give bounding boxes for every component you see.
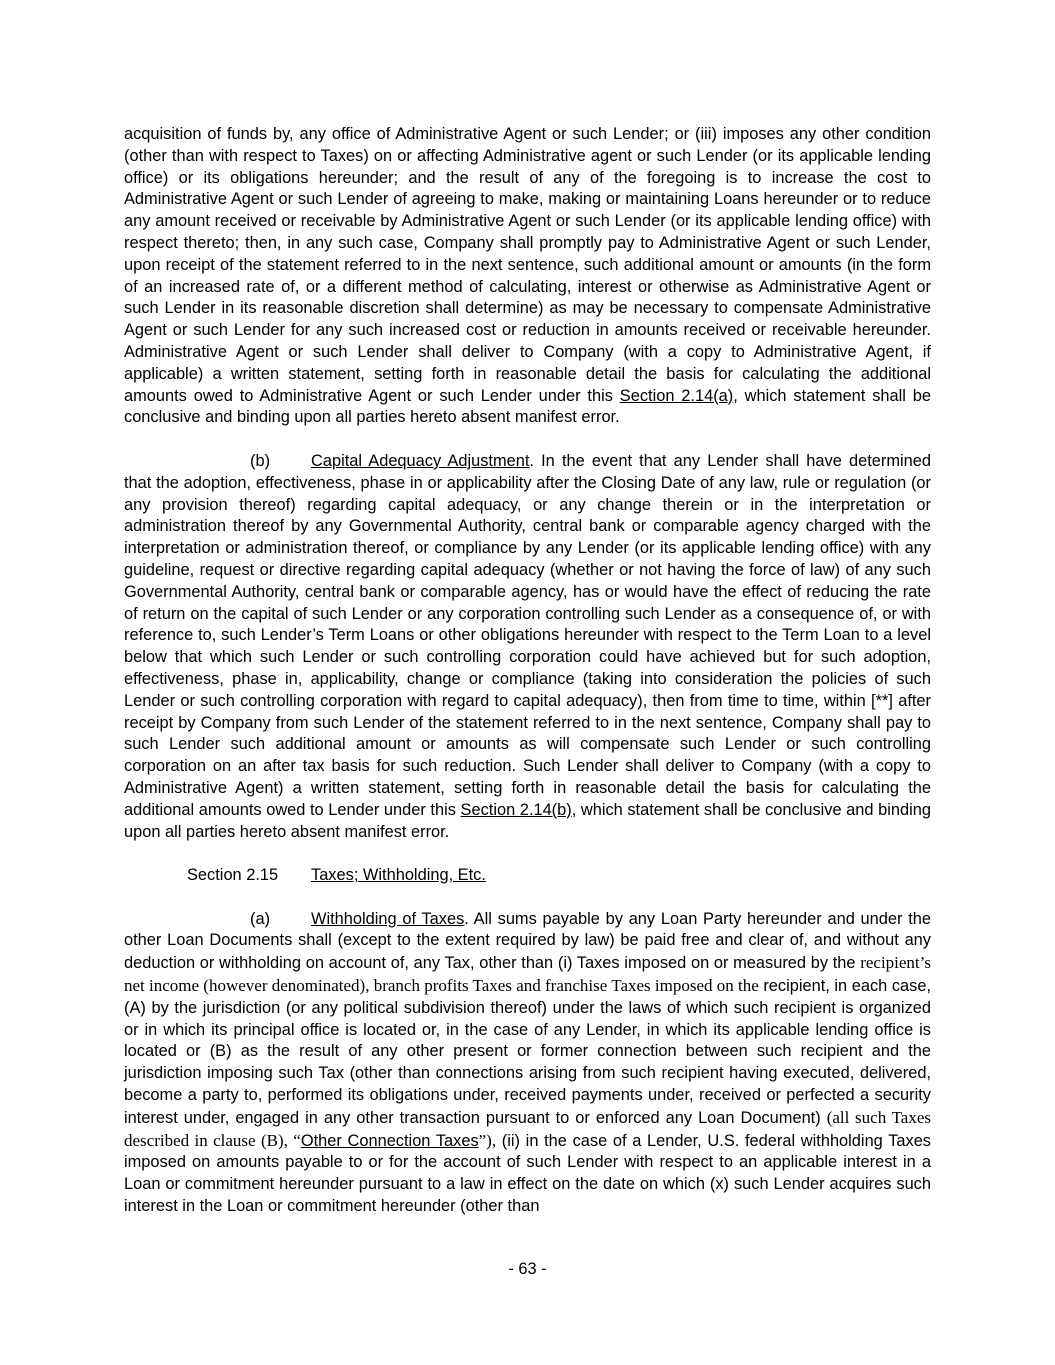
paragraph-text: . In the event that any Lender shall have determined that the adoption, effectiveness, phase in or applicability after the Closing Date of any law, rule or regulation (or any provision thereof) regarding capital adequacy, or any change therein or in the interpretation or administration thereof by any Governmental Authority, central bank or comparable agency charged with the interpretation or administration thereof, or compliance by any Lender (or its applicable lending office) with any guideline, request or directive regarding capital adequacy (whether or not having the force of law) of any such Governmental Authority, central bank or comparable agency, has or would have the effect of reducing the rate of return on the capital of such Lender or any corporation controlling such Lender as a consequence of, or with reference to, such Lender’s Term Loans or other obligations hereunder with respect to the Term Loan to a level below that which such Lender or such controlling corporation could have achieved but for such adoption, effectiveness, phase in, applicability, change or compliance (taking into consideration the policies of such Lender or such controlling corporation with regard to capital adequacy), then from time to time, within [**] after receipt by Company from such Lender of the statement referred to in the next sentence, Company shall pay to such Lender such additional amount or amounts as will compensate such Lender or such controlling corporation on an after tax basis for such reduction. Such Lender shall deliver to Company (with a copy to Administrative Agent) a written statement, setting forth in reasonable detail the basis for calculating the additional amounts owed to Lender under this — [124, 451, 931, 819]
paragraph-withholding — [124, 909, 931, 1218]
defined-term-link: Other Connection Taxes — [300, 1131, 479, 1150]
paragraph-text: . All sums payable by any Loan Party hereunder and under the other Loan Documents shall (except to the extent required by law) be paid free and clear of, and without any deduction or withholding on account of, any Tax, other than (i) Taxes imposed on or measured by the — [124, 909, 931, 973]
paragraph-capital-adequacy — [124, 451, 931, 843]
section-reference-link: Section 2.14(b) — [460, 800, 572, 819]
document-page — [124, 124, 931, 1218]
paragraph-heading: Withholding of Taxes — [311, 909, 465, 928]
page-number: - 63 - — [508, 1260, 547, 1278]
section-reference-link: Section 2.14(a) — [619, 386, 734, 405]
paragraph-number: (b) — [250, 451, 271, 470]
paragraph-text-serif: (all such Taxes described in clause (B), “ — [124, 1107, 932, 1150]
section-title: Taxes; Withholding, Etc. — [311, 866, 486, 885]
paragraph-heading: Capital Adequacy Adjustment — [311, 451, 530, 470]
paragraph-text: recipient, in each case, (A) by the jurisdiction (or any political subdivision thereof) under the laws of which such recipient is organized or in which its principal office is located or, in the case of any Lender, in which its applicable lending office is located or (B) as the result of any other present or former connection between such recipient and the jurisdiction imposing such Tax (other than connections arising from such recipient having executed, delivered, become a party to, performed its obligations under, received payments under, received or perfected a security interest under, engaged in any other transaction pursuant to or enforced any Loan Document) — [124, 977, 932, 1127]
paragraph-text: acquisition of funds by, any office of Administrative Agent or such Lender; or (iii) imposes any other condition (other than with respect to Taxes) on or affecting Administrative agent or such Lender (or its applicable lending office) or its obligations hereunder; and the result of any of the foregoing is to increase the cost to Administrative Agent or such Lender of agreeing to make, making or maintaining Loans hereunder or to reduce any amount received or receivable by Administrative Agent or such Lender (or its applicable lending office) with respect thereto; then, in any such case, Company shall promptly pay to Administrative Agent or such Lender, upon receipt of the statement referred to in the next sentence, such additional amount or amounts (in the form of an increased rate of, or a different method of calculating, interest or otherwise as Administrative Agent or such Lender in its reasonable discretion shall determine) as may be necessary to compensate Administrative Agent or such Lender for any such increased cost or reduction in amounts received or receivable hereunder. Administrative Agent or such Lender shall deliver to Company (with a copy to Administrative Agent, if applicable) a written statement, setting forth in reasonable detail the basis for calculating the additional amounts owed to Administrative Agent or such Lender under this — [124, 125, 931, 405]
section-heading — [124, 865, 931, 887]
paragraph-text-serif: ”), — [478, 1130, 497, 1150]
paragraph-text-serif: recipient’s net income (however denominated), branch profits Taxes and franchise Taxes imposed on the — [124, 953, 931, 996]
section-number: Section 2.15 — [187, 866, 279, 885]
paragraph-text: , which statement shall be conclusive and binding upon all parties hereto absent manifest error. — [124, 386, 931, 427]
paragraph-number: (a) — [250, 909, 271, 928]
paragraph-continuation — [124, 124, 931, 429]
paragraph-text: , which statement shall be conclusive and binding upon all parties hereto absent manifest error. — [124, 800, 931, 841]
paragraph-text: (ii) in the case of a Lender, U.S. federal withholding Taxes imposed on amounts payable to or for the account of such Lender with respect to an applicable interest in a Loan or commitment hereunder pursuant to a law in effect on the date on which (x) such Lender acquires such interest in the Loan or commitment hereunder (other than — [124, 1131, 932, 1216]
